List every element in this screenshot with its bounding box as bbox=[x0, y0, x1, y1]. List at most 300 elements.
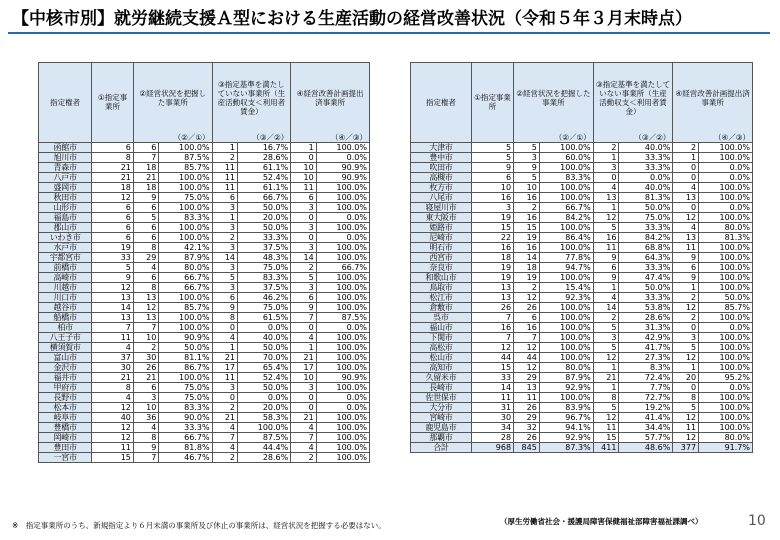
cell-grasped: 36 bbox=[133, 412, 158, 422]
cell-authority: 高崎市 bbox=[39, 272, 92, 282]
cell-plan-submitted: 5 bbox=[673, 342, 699, 352]
cell-plan-submitted: 4 bbox=[673, 182, 699, 192]
cell-plan-ratio: 0.0% bbox=[699, 322, 753, 332]
cell-grasped-ratio: 81.8% bbox=[159, 442, 212, 452]
cell-grasped-ratio: 96.7% bbox=[539, 412, 593, 422]
cell-grasped-ratio: 100.0% bbox=[159, 222, 212, 232]
cell-designated: 12 bbox=[471, 342, 513, 352]
table-row bbox=[39, 442, 370, 452]
table-row bbox=[39, 262, 370, 272]
cell-plan-ratio: 100.0% bbox=[699, 342, 753, 352]
cell-plan-ratio: 100.0% bbox=[316, 432, 369, 442]
cell-not-meeting-ratio: 33.3% bbox=[619, 262, 673, 272]
table-row bbox=[411, 342, 753, 352]
cell-authority: 高槻市 bbox=[411, 172, 472, 182]
cell-not-meeting: 11 bbox=[593, 242, 619, 252]
cell-not-meeting: 5 bbox=[593, 322, 619, 332]
cell-designated: 11 bbox=[92, 442, 134, 452]
cell-not-meeting: 15 bbox=[593, 432, 619, 442]
cell-grasped-ratio: 100.0% bbox=[159, 292, 212, 302]
table-row bbox=[411, 302, 753, 312]
cell-grasped: 8 bbox=[133, 432, 158, 442]
cell-not-meeting: 4 bbox=[212, 332, 237, 342]
cell-plan-submitted: 0 bbox=[673, 162, 699, 172]
cell-plan-submitted: 6 bbox=[291, 192, 316, 202]
cell-designated: 12 bbox=[92, 192, 134, 202]
cell-plan-ratio: 100.0% bbox=[316, 332, 369, 342]
cell-not-meeting-ratio: 50.0% bbox=[238, 382, 291, 392]
cell-designated: 6 bbox=[92, 202, 134, 212]
cell-grasped: 16 bbox=[514, 322, 540, 332]
cell-not-meeting: 8 bbox=[212, 312, 237, 322]
cell-grasped: 6 bbox=[133, 272, 158, 282]
cell-not-meeting: 9 bbox=[212, 302, 237, 312]
cell-grasped: 26 bbox=[133, 362, 158, 372]
table-row bbox=[39, 182, 370, 192]
cell-not-meeting-ratio: 50.0% bbox=[238, 222, 291, 232]
cell-designated: 6 bbox=[92, 222, 134, 232]
cell-not-meeting: 4 bbox=[212, 422, 237, 432]
cell-authority: 奈良市 bbox=[411, 262, 472, 272]
cell-grasped-ratio: 100.0% bbox=[159, 182, 212, 192]
cell-not-meeting: 5 bbox=[593, 222, 619, 232]
cell-grasped: 9 bbox=[514, 162, 540, 172]
cell-grasped-ratio: 87.5% bbox=[159, 152, 212, 162]
cell-plan-submitted: 0 bbox=[291, 322, 316, 332]
cell-grasped: 8 bbox=[133, 242, 158, 252]
cell-grasped: 2 bbox=[514, 202, 540, 212]
table-row bbox=[411, 222, 753, 232]
cell-not-meeting-ratio: 52.4% bbox=[238, 372, 291, 382]
cell-plan-submitted: 0 bbox=[673, 382, 699, 392]
table-row bbox=[411, 362, 753, 372]
cell-plan-submitted: 0 bbox=[291, 402, 316, 412]
cell-plan-submitted: 12 bbox=[673, 302, 699, 312]
total-grasped-ratio: 87.3% bbox=[539, 442, 593, 452]
cell-plan-ratio: 0.0% bbox=[316, 232, 369, 242]
cell-designated: 34 bbox=[471, 422, 513, 432]
table-row bbox=[39, 222, 370, 232]
cell-not-meeting: 16 bbox=[593, 232, 619, 242]
cell-designated: 12 bbox=[92, 282, 134, 292]
cell-grasped-ratio: 75.0% bbox=[159, 192, 212, 202]
cell-designated: 12 bbox=[92, 432, 134, 442]
cell-grasped-ratio: 85.7% bbox=[159, 302, 212, 312]
cell-plan-ratio: 100.0% bbox=[316, 422, 369, 432]
cell-plan-ratio: 100.0% bbox=[316, 142, 369, 152]
cell-grasped-ratio: 87.9% bbox=[159, 252, 212, 262]
table-row bbox=[39, 382, 370, 392]
cell-grasped-ratio: 100.0% bbox=[539, 302, 593, 312]
cell-authority: 下関市 bbox=[411, 332, 472, 342]
cell-plan-submitted: 3 bbox=[291, 282, 316, 292]
cell-grasped-ratio: 66.7% bbox=[159, 272, 212, 282]
cell-not-meeting-ratio: 37.5% bbox=[238, 242, 291, 252]
cell-grasped: 6 bbox=[133, 222, 158, 232]
cell-plan-ratio: 100.0% bbox=[699, 212, 753, 222]
total-not-meeting-ratio: 48.6% bbox=[619, 442, 673, 452]
left-table bbox=[38, 62, 370, 463]
cell-plan-submitted: 5 bbox=[673, 402, 699, 412]
cell-plan-submitted: 2 bbox=[673, 292, 699, 302]
header-ratio-3: （③／②） bbox=[212, 133, 291, 143]
cell-authority: 松本市 bbox=[39, 402, 92, 412]
cell-authority: 枚方市 bbox=[411, 182, 472, 192]
cell-grasped: 6 bbox=[133, 382, 158, 392]
cell-designated: 19 bbox=[471, 262, 513, 272]
cell-plan-ratio: 100.0% bbox=[316, 362, 369, 372]
cell-plan-ratio: 90.9% bbox=[316, 162, 369, 172]
cell-grasped-ratio: 83.3% bbox=[159, 212, 212, 222]
cell-authority: 和歌山市 bbox=[411, 272, 472, 282]
header-plan-submitted: ④経営改善計画提出済事業所 bbox=[673, 63, 753, 133]
cell-plan-submitted: 20 bbox=[673, 372, 699, 382]
cell-not-meeting-ratio: 47.4% bbox=[619, 272, 673, 282]
cell-not-meeting: 3 bbox=[212, 262, 237, 272]
cell-not-meeting-ratio: 41.4% bbox=[619, 412, 673, 422]
cell-designated: 16 bbox=[471, 322, 513, 332]
cell-plan-submitted: 11 bbox=[291, 182, 316, 192]
cell-not-meeting-ratio: 34.4% bbox=[619, 422, 673, 432]
cell-authority: 柏市 bbox=[39, 322, 92, 332]
cell-grasped: 12 bbox=[514, 342, 540, 352]
cell-grasped-ratio: 90.0% bbox=[159, 412, 212, 422]
cell-not-meeting-ratio: 37.5% bbox=[238, 282, 291, 292]
table-row bbox=[39, 242, 370, 252]
total-authority: 合計 bbox=[411, 442, 472, 452]
cell-designated: 33 bbox=[471, 372, 513, 382]
cell-plan-submitted: 11 bbox=[673, 242, 699, 252]
cell-grasped: 13 bbox=[514, 382, 540, 392]
cell-grasped-ratio: 83.3% bbox=[539, 172, 593, 182]
cell-grasped-ratio: 100.0% bbox=[539, 332, 593, 342]
cell-authority: 吹田市 bbox=[411, 162, 472, 172]
cell-not-meeting-ratio: 16.7% bbox=[238, 142, 291, 152]
table-row bbox=[39, 342, 370, 352]
cell-not-meeting-ratio: 20.0% bbox=[238, 212, 291, 222]
cell-grasped-ratio: 100.0% bbox=[539, 182, 593, 192]
cell-not-meeting: 1 bbox=[212, 342, 237, 352]
cell-not-meeting-ratio: 19.2% bbox=[619, 402, 673, 412]
cell-grasped-ratio: 100.0% bbox=[539, 352, 593, 362]
cell-plan-submitted: 4 bbox=[291, 422, 316, 432]
cell-designated: 19 bbox=[471, 272, 513, 282]
cell-not-meeting-ratio: 68.8% bbox=[619, 242, 673, 252]
cell-not-meeting-ratio: 66.7% bbox=[238, 192, 291, 202]
cell-plan-submitted: 7 bbox=[291, 432, 316, 442]
cell-grasped: 29 bbox=[514, 372, 540, 382]
cell-not-meeting-ratio: 61.1% bbox=[238, 182, 291, 192]
cell-plan-submitted: 9 bbox=[673, 272, 699, 282]
cell-plan-ratio: 100.0% bbox=[699, 272, 753, 282]
cell-not-meeting: 6 bbox=[593, 262, 619, 272]
cell-authority: 宇都宮市 bbox=[39, 252, 92, 262]
cell-designated: 11 bbox=[471, 392, 513, 402]
table-row bbox=[411, 142, 753, 152]
cell-plan-ratio: 0.0% bbox=[699, 382, 753, 392]
cell-not-meeting: 7 bbox=[212, 432, 237, 442]
cell-authority: 福島市 bbox=[39, 212, 92, 222]
table-row bbox=[39, 282, 370, 292]
cell-designated: 40 bbox=[92, 412, 134, 422]
cell-grasped-ratio: 92.3% bbox=[539, 292, 593, 302]
cell-grasped-ratio: 83.9% bbox=[539, 402, 593, 412]
cell-plan-submitted: 2 bbox=[291, 262, 316, 272]
cell-authority: 倉敷市 bbox=[411, 302, 472, 312]
cell-designated: 30 bbox=[471, 412, 513, 422]
cell-plan-submitted: 1 bbox=[291, 342, 316, 352]
cell-grasped-ratio: 100.0% bbox=[159, 142, 212, 152]
table-row bbox=[411, 242, 753, 252]
header-ratio-4: （④／③） bbox=[291, 133, 370, 143]
cell-not-meeting-ratio: 64.3% bbox=[619, 252, 673, 262]
cell-not-meeting: 11 bbox=[212, 372, 237, 382]
cell-not-meeting-ratio: 75.0% bbox=[238, 302, 291, 312]
table-row bbox=[411, 162, 753, 172]
cell-designated: 13 bbox=[92, 292, 134, 302]
cell-not-meeting-ratio: 75.0% bbox=[619, 212, 673, 222]
cell-not-meeting-ratio: 61.5% bbox=[238, 312, 291, 322]
cell-authority: 高松市 bbox=[411, 342, 472, 352]
cell-grasped-ratio: 80.0% bbox=[539, 362, 593, 372]
cell-authority: 鳥取市 bbox=[411, 282, 472, 292]
cell-not-meeting-ratio: 27.3% bbox=[619, 352, 673, 362]
cell-plan-ratio: 100.0% bbox=[699, 352, 753, 362]
cell-grasped: 16 bbox=[514, 212, 540, 222]
cell-plan-ratio: 100.0% bbox=[316, 282, 369, 292]
cell-plan-ratio: 100.0% bbox=[699, 402, 753, 412]
cell-not-meeting-ratio: 28.6% bbox=[238, 452, 291, 462]
cell-not-meeting-ratio: 75.0% bbox=[238, 262, 291, 272]
cell-plan-submitted: 7 bbox=[291, 312, 316, 322]
cell-plan-submitted: 4 bbox=[291, 332, 316, 342]
cell-not-meeting: 2 bbox=[593, 142, 619, 152]
cell-plan-ratio: 100.0% bbox=[316, 342, 369, 352]
cell-grasped: 30 bbox=[133, 352, 158, 362]
cell-designated: 15 bbox=[471, 362, 513, 372]
cell-grasped: 6 bbox=[514, 312, 540, 322]
cell-grasped-ratio: 86.4% bbox=[539, 232, 593, 242]
cell-plan-submitted: 2 bbox=[291, 452, 316, 462]
header-plan-submitted: ④経営改善計画提出済事業所 bbox=[291, 63, 370, 133]
cell-grasped-ratio: 75.0% bbox=[159, 392, 212, 402]
cell-grasped: 32 bbox=[514, 422, 540, 432]
cell-designated: 18 bbox=[92, 182, 134, 192]
cell-authority: 函館市 bbox=[39, 142, 92, 152]
table-row bbox=[39, 412, 370, 422]
cell-plan-ratio: 100.0% bbox=[699, 152, 753, 162]
cell-grasped: 2 bbox=[133, 342, 158, 352]
cell-authority: 旭川市 bbox=[39, 152, 92, 162]
cell-plan-submitted: 12 bbox=[673, 432, 699, 442]
cell-grasped: 12 bbox=[514, 362, 540, 372]
cell-plan-ratio: 0.0% bbox=[316, 392, 369, 402]
cell-not-meeting-ratio: 33.3% bbox=[619, 292, 673, 302]
cell-not-meeting: 3 bbox=[212, 382, 237, 392]
cell-not-meeting: 11 bbox=[212, 172, 237, 182]
cell-grasped: 16 bbox=[514, 242, 540, 252]
page-number: 10 bbox=[748, 513, 766, 529]
header-authority: 指定権者 bbox=[411, 63, 472, 143]
table-row bbox=[39, 212, 370, 222]
table-row bbox=[411, 212, 753, 222]
cell-authority: 前橋市 bbox=[39, 262, 92, 272]
cell-not-meeting-ratio: 61.1% bbox=[238, 162, 291, 172]
total-plan-submitted: 377 bbox=[673, 442, 699, 452]
cell-grasped: 7 bbox=[133, 152, 158, 162]
cell-designated: 44 bbox=[471, 352, 513, 362]
cell-not-meeting: 12 bbox=[593, 412, 619, 422]
cell-designated: 9 bbox=[92, 272, 134, 282]
cell-not-meeting-ratio: 87.5% bbox=[238, 432, 291, 442]
cell-plan-submitted: 3 bbox=[291, 382, 316, 392]
cell-not-meeting: 21 bbox=[212, 352, 237, 362]
cell-not-meeting: 4 bbox=[593, 292, 619, 302]
cell-grasped: 2 bbox=[514, 282, 540, 292]
cell-designated: 6 bbox=[92, 232, 134, 242]
cell-designated: 22 bbox=[471, 232, 513, 242]
cell-plan-submitted: 12 bbox=[673, 352, 699, 362]
cell-designated: 21 bbox=[92, 172, 134, 182]
cell-plan-ratio: 100.0% bbox=[699, 362, 753, 372]
cell-grasped-ratio: 92.9% bbox=[539, 432, 593, 442]
table-row bbox=[411, 322, 753, 332]
table-row bbox=[39, 142, 370, 152]
table-row bbox=[411, 312, 753, 322]
cell-authority: 金沢市 bbox=[39, 362, 92, 372]
cell-grasped: 19 bbox=[514, 232, 540, 242]
cell-grasped-ratio: 42.1% bbox=[159, 242, 212, 252]
cell-designated: 37 bbox=[92, 352, 134, 362]
cell-not-meeting: 11 bbox=[212, 162, 237, 172]
cell-not-meeting-ratio: 41.7% bbox=[619, 342, 673, 352]
cell-authority: 呉市 bbox=[411, 312, 472, 322]
cell-not-meeting-ratio: 7.7% bbox=[619, 382, 673, 392]
cell-authority: 大津市 bbox=[411, 142, 472, 152]
cell-not-meeting: 21 bbox=[593, 372, 619, 382]
cell-plan-submitted: 6 bbox=[291, 292, 316, 302]
cell-not-meeting: 14 bbox=[593, 302, 619, 312]
table-row bbox=[39, 332, 370, 342]
cell-designated: 6 bbox=[92, 212, 134, 222]
total-designated: 968 bbox=[471, 442, 513, 452]
cell-designated: 6 bbox=[471, 172, 513, 182]
cell-authority: 豊田市 bbox=[39, 442, 92, 452]
cell-not-meeting: 1 bbox=[593, 362, 619, 372]
cell-grasped: 18 bbox=[133, 162, 158, 172]
cell-not-meeting: 2 bbox=[212, 232, 237, 242]
cell-not-meeting-ratio: 40.0% bbox=[619, 182, 673, 192]
cell-designated: 8 bbox=[92, 152, 134, 162]
cell-authority: 山形市 bbox=[39, 202, 92, 212]
cell-not-meeting: 6 bbox=[212, 292, 237, 302]
cell-plan-submitted: 21 bbox=[291, 352, 316, 362]
cell-plan-ratio: 66.7% bbox=[316, 262, 369, 272]
cell-authority: 明石市 bbox=[411, 242, 472, 252]
table-row bbox=[39, 252, 370, 262]
table-row bbox=[411, 372, 753, 382]
cell-grasped: 13 bbox=[133, 312, 158, 322]
cell-plan-submitted: 0 bbox=[673, 202, 699, 212]
table-row bbox=[411, 202, 753, 212]
cell-grasped-ratio: 86.7% bbox=[159, 362, 212, 372]
cell-plan-submitted: 10 bbox=[291, 372, 316, 382]
table-row bbox=[39, 402, 370, 412]
table-row bbox=[411, 262, 753, 272]
table-row bbox=[411, 252, 753, 262]
cell-authority: 長野市 bbox=[39, 392, 92, 402]
cell-not-meeting: 17 bbox=[212, 362, 237, 372]
cell-designated: 14 bbox=[92, 302, 134, 312]
cell-not-meeting: 21 bbox=[212, 412, 237, 422]
header-designated: ①指定事業所 bbox=[92, 63, 134, 143]
cell-plan-ratio: 50.0% bbox=[699, 292, 753, 302]
cell-not-meeting: 3 bbox=[593, 162, 619, 172]
cell-authority: 盛岡市 bbox=[39, 182, 92, 192]
cell-plan-ratio: 0.0% bbox=[699, 172, 753, 182]
cell-plan-ratio: 100.0% bbox=[316, 192, 369, 202]
cell-grasped-ratio: 46.7% bbox=[159, 452, 212, 462]
cell-not-meeting-ratio: 28.6% bbox=[238, 152, 291, 162]
cell-plan-submitted: 4 bbox=[673, 222, 699, 232]
table-row bbox=[411, 292, 753, 302]
header-grasped: ②経営状況を把握した事業所 bbox=[133, 63, 212, 133]
cell-not-meeting-ratio: 44.4% bbox=[238, 442, 291, 452]
cell-not-meeting-ratio: 33.3% bbox=[619, 162, 673, 172]
cell-authority: 松江市 bbox=[411, 292, 472, 302]
cell-plan-ratio: 100.0% bbox=[699, 242, 753, 252]
cell-grasped-ratio: 100.0% bbox=[539, 392, 593, 402]
cell-not-meeting-ratio: 72.4% bbox=[619, 372, 673, 382]
cell-plan-submitted: 4 bbox=[291, 442, 316, 452]
cell-authority: 川口市 bbox=[39, 292, 92, 302]
cell-grasped-ratio: 100.0% bbox=[539, 322, 593, 332]
cell-not-meeting-ratio: 0.0% bbox=[619, 172, 673, 182]
table-row bbox=[411, 232, 753, 242]
table-row bbox=[411, 352, 753, 362]
cell-grasped-ratio: 100.0% bbox=[159, 172, 212, 182]
left-table-body bbox=[39, 142, 370, 462]
cell-plan-submitted: 1 bbox=[291, 142, 316, 152]
cell-plan-ratio: 0.0% bbox=[699, 202, 753, 212]
left-table-header bbox=[39, 63, 370, 143]
cell-grasped-ratio: 100.0% bbox=[159, 232, 212, 242]
cell-plan-submitted: 2 bbox=[673, 142, 699, 152]
cell-authority: 八尾市 bbox=[411, 192, 472, 202]
cell-grasped-ratio: 100.0% bbox=[539, 222, 593, 232]
cell-plan-submitted: 12 bbox=[673, 412, 699, 422]
total-grasped: 845 bbox=[514, 442, 540, 452]
cell-grasped: 9 bbox=[133, 192, 158, 202]
cell-plan-submitted: 1 bbox=[673, 362, 699, 372]
cell-plan-submitted: 13 bbox=[673, 192, 699, 202]
table-row bbox=[39, 322, 370, 332]
cell-authority: 船橋市 bbox=[39, 312, 92, 322]
footnote: ※ 指定事業所のうち、新規指定より６月未満の事業所及び休止の事業所は、経営状況を把握する必要はない。 bbox=[12, 521, 386, 530]
cell-designated: 19 bbox=[92, 242, 134, 252]
cell-not-meeting: 1 bbox=[593, 202, 619, 212]
header-ratio-3: （③／②） bbox=[593, 133, 673, 143]
cell-grasped: 13 bbox=[133, 292, 158, 302]
cell-authority: 西宮市 bbox=[411, 252, 472, 262]
cell-not-meeting-ratio: 50.0% bbox=[619, 282, 673, 292]
cell-authority: 鹿児島市 bbox=[411, 422, 472, 432]
cell-grasped-ratio: 84.2% bbox=[539, 212, 593, 222]
cell-plan-ratio: 0.0% bbox=[316, 212, 369, 222]
cell-plan-submitted: 3 bbox=[673, 332, 699, 342]
cell-authority: 富山市 bbox=[39, 352, 92, 362]
cell-grasped-ratio: 94.7% bbox=[539, 262, 593, 272]
